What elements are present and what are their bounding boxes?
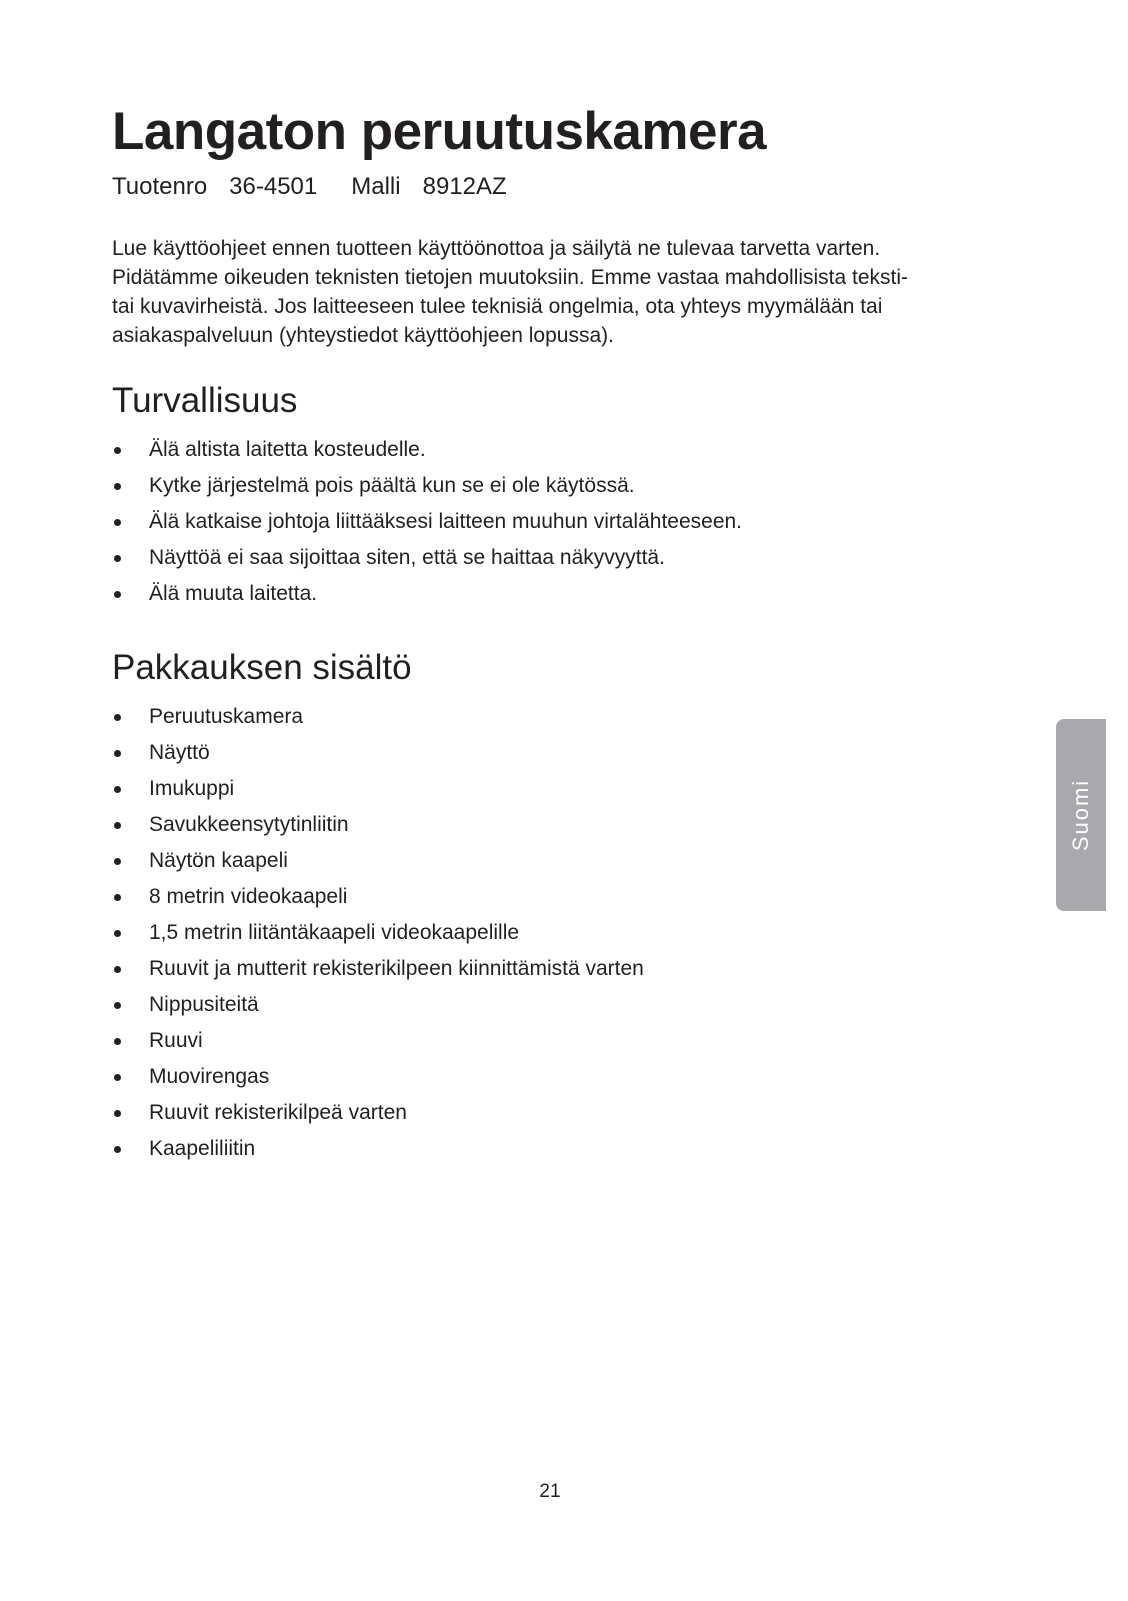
list-item-text: Näyttöä ei saa sijoittaa siten, että se haittaa näkyvyyttä. xyxy=(149,546,665,569)
list-item xyxy=(112,580,742,616)
list-item xyxy=(112,703,644,739)
list-item xyxy=(112,919,644,955)
list-item-text: Savukkeensytytinliitin xyxy=(149,813,349,836)
list-item xyxy=(112,1099,644,1135)
list-item-text: Ruuvit rekisterikilpeä varten xyxy=(149,1101,407,1124)
list-item-text: Älä katkaise johtoja liittääksesi laitteen muuhun virtalähteeseen. xyxy=(149,510,743,533)
list-item xyxy=(112,811,644,847)
list-item-text: Näytön kaapeli xyxy=(149,849,288,872)
contents-heading: Pakkauksen sisältö xyxy=(112,648,412,687)
page-title: Langaton peruutuskamera xyxy=(112,102,767,161)
list-item xyxy=(112,847,644,883)
product-number: 36-4501 xyxy=(229,173,318,200)
bullet-icon xyxy=(114,1038,121,1045)
list-item xyxy=(112,544,742,580)
model-number: 8912AZ xyxy=(422,173,507,200)
language-tab-label: Suomi xyxy=(1068,778,1093,852)
list-item-text: Kytke järjestelmä pois päältä kun se ei ole käytössä. xyxy=(149,474,635,497)
list-item-text: Peruutuskamera xyxy=(149,705,304,728)
list-item-text: Näyttö xyxy=(149,741,210,764)
list-item xyxy=(112,991,644,1027)
list-item xyxy=(112,955,644,991)
model-label: Malli xyxy=(351,173,401,200)
list-item xyxy=(112,1135,644,1171)
list-item-text: Imukuppi xyxy=(149,777,235,800)
safety-heading: Turvallisuus xyxy=(112,381,298,420)
bullet-icon xyxy=(114,1146,121,1153)
bullet-icon xyxy=(114,1002,121,1009)
bullet-icon xyxy=(114,519,121,526)
intro-line: Lue käyttöohjeet ennen tuotteen käyttöönottoa ja säilytä ne tulevaa tarvetta varten. xyxy=(112,237,881,260)
contents-list xyxy=(112,703,644,1171)
list-item-text: Muovirengas xyxy=(149,1065,270,1088)
list-item-text: Ruuvi xyxy=(149,1029,203,1052)
bullet-icon xyxy=(114,1110,121,1117)
intro-line: Pidätämme oikeuden teknisten tietojen muutoksiin. Emme vastaa mahdollisista teksti- xyxy=(112,266,909,289)
list-item-text: Ruuvit ja mutterit rekisterikilpeen kiinnittämistä varten xyxy=(149,957,644,980)
bullet-icon xyxy=(114,750,121,757)
list-item-text: Älä altista laitetta kosteudelle. xyxy=(149,438,426,461)
list-item xyxy=(112,739,644,775)
page-number: 21 xyxy=(539,1481,561,1502)
product-info xyxy=(112,172,507,202)
list-item xyxy=(112,1063,644,1099)
bullet-icon xyxy=(114,555,121,562)
bullet-icon xyxy=(114,786,121,793)
intro-line: tai kuvavirheistä. Jos laitteeseen tulee teknisiä ongelmia, ota yhteys myymälään tai xyxy=(112,295,883,318)
list-item-text: 8 metrin videokaapeli xyxy=(149,885,348,908)
bullet-icon xyxy=(114,966,121,973)
list-item xyxy=(112,472,742,508)
safety-list xyxy=(112,436,742,616)
list-item xyxy=(112,1027,644,1063)
intro-paragraph xyxy=(112,234,1002,350)
bullet-icon xyxy=(114,822,121,829)
list-item xyxy=(112,508,742,544)
bullet-icon xyxy=(114,714,121,721)
product-number-label: Tuotenro xyxy=(112,173,208,200)
bullet-icon xyxy=(114,591,121,598)
list-item-text: Nippusiteitä xyxy=(149,993,259,1016)
list-item xyxy=(112,436,742,472)
bullet-icon xyxy=(114,447,121,454)
bullet-icon xyxy=(114,1074,121,1081)
list-item-text: Kaapeliliitin xyxy=(149,1137,256,1160)
bullet-icon xyxy=(114,858,121,865)
list-item-text: Älä muuta laitetta. xyxy=(149,582,318,605)
bullet-icon xyxy=(114,483,121,490)
language-tab xyxy=(1056,719,1106,911)
intro-line: asiakaspalveluun (yhteystiedot käyttöohjeen lopussa). xyxy=(112,324,614,347)
bullet-icon xyxy=(114,894,121,901)
bullet-icon xyxy=(114,930,121,937)
list-item xyxy=(112,883,644,919)
list-item-text: 1,5 metrin liitäntäkaapeli videokaapelille xyxy=(149,921,520,944)
list-item xyxy=(112,775,644,811)
